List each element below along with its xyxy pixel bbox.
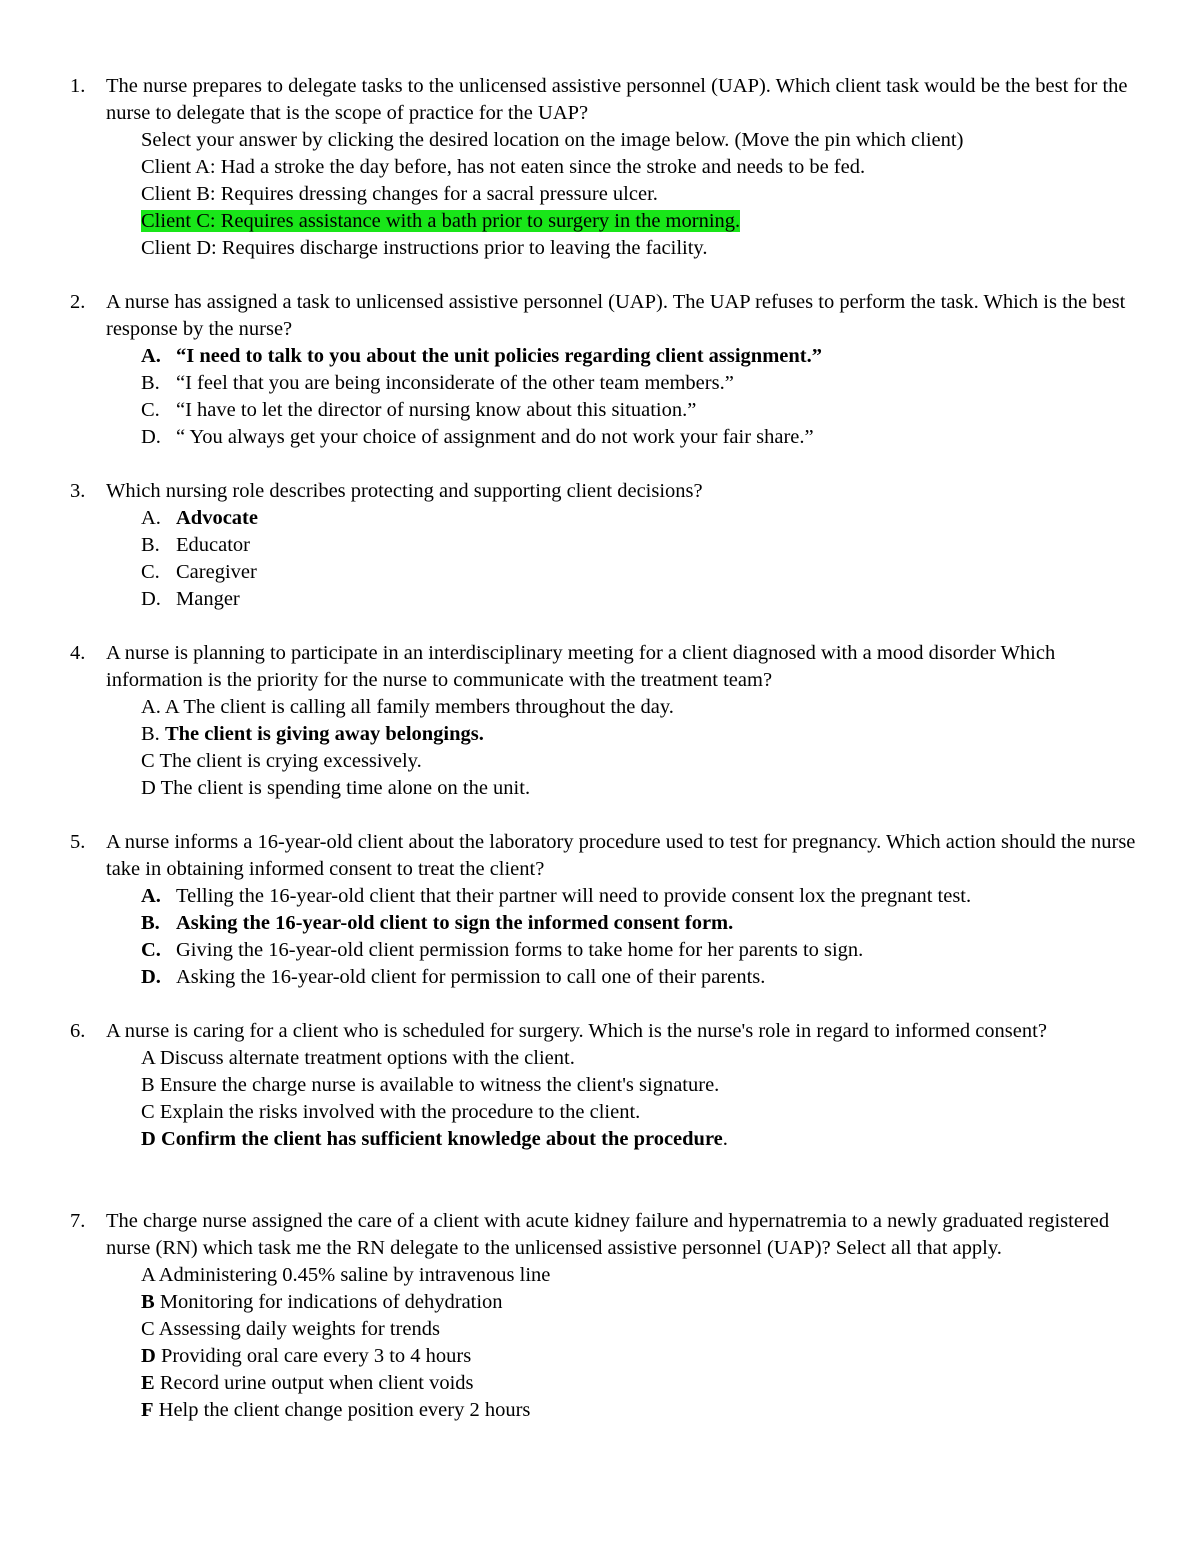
- answer-a: A. Advocate: [141, 507, 258, 529]
- answer-client-b: Client B: Requires dressing changes for a sacral pressure ulcer.: [141, 183, 658, 205]
- highlighted-answer: Client C: Requires assistance with a bath prior to surgery in the morning.: [141, 210, 741, 232]
- answer-a: A Administering 0.45% saline by intravenous line: [141, 1264, 551, 1286]
- question-4: [0, 640, 1200, 802]
- answer-b: B. Asking the 16-year-old client to sign the informed consent form.: [141, 912, 734, 934]
- answer-d: D Providing oral care every 3 to 4 hours: [141, 1345, 472, 1367]
- question-number: 1.: [70, 75, 86, 97]
- question-number: 3.: [70, 480, 86, 502]
- question-stem: A nurse has assigned a task to unlicensed assistive personnel (UAP). The UAP refuses to perform the task. Which is the best response by the nurse?: [106, 291, 1126, 340]
- answer-d: D. “ You always get your choice of assignment and do not work your fair share.”: [141, 426, 814, 448]
- answer-a: A. A The client is calling all family members throughout the day.: [141, 696, 674, 718]
- question-number: 7.: [70, 1210, 86, 1232]
- answer-b: B. “I feel that you are being inconsiderate of the other team members.”: [141, 372, 734, 394]
- answer-a: A Discuss alternate treatment options with the client.: [141, 1047, 575, 1069]
- answer-d: D The client is spending time alone on the unit.: [141, 777, 531, 799]
- question-1: [0, 73, 1200, 262]
- answer-client-d: Client D: Requires discharge instructions prior to leaving the facility.: [141, 237, 708, 259]
- answer-a: A. “I need to talk to you about the unit policies regarding client assignment.”: [141, 345, 822, 367]
- answer-client-a: Client A: Had a stroke the day before, has not eaten since the stroke and needs to be fed.: [141, 156, 866, 178]
- answer-c: C. Giving the 16-year-old client permission forms to take home for her parents to sign.: [141, 939, 864, 961]
- answer-c: C The client is crying excessively.: [141, 750, 422, 772]
- answer-b: B. Educator: [141, 534, 250, 556]
- answer-b: B Ensure the charge nurse is available to witness the client's signature.: [141, 1074, 720, 1096]
- answer-c: C Explain the risks involved with the procedure to the client.: [141, 1101, 641, 1123]
- question-number: 6.: [70, 1020, 86, 1042]
- question-stem: Which nursing role describes protecting and supporting client decisions?: [106, 480, 703, 502]
- answer-e: E Record urine output when client voids: [141, 1372, 474, 1394]
- answer-c: C. Caregiver: [141, 561, 257, 583]
- question-stem: The nurse prepares to delegate tasks to the unlicensed assistive personnel (UAP). Which client task would be the best for the nurse to delegate that is the scope of practice for the UAP?: [106, 75, 1128, 124]
- answer-client-c: [141, 208, 1200, 235]
- question-number: 4.: [70, 642, 86, 664]
- question-stem: A nurse is caring for a client who is scheduled for surgery. Which is the nurse's role in regard to informed consent?: [106, 1020, 1047, 1042]
- answer-instruction: Select your answer by clicking the desired location on the image below. (Move the pin which client): [141, 129, 964, 151]
- answer-d: D Confirm the client has sufficient knowledge about the procedure.: [141, 1128, 728, 1150]
- question-3: [0, 478, 1200, 613]
- answer-d: D. Asking the 16-year-old client for permission to call one of their parents.: [141, 966, 766, 988]
- answer-b: B. The client is giving away belongings.: [141, 723, 484, 745]
- answer-b: B Monitoring for indications of dehydration: [141, 1291, 503, 1313]
- question-5: [0, 829, 1200, 991]
- answer-c: C. “I have to let the director of nursing know about this situation.”: [141, 399, 697, 421]
- question-2: [0, 289, 1200, 451]
- question-7: [0, 1208, 1200, 1424]
- answer-c: C Assessing daily weights for trends: [141, 1318, 440, 1340]
- answer-f: F Help the client change position every 2 hours: [141, 1399, 531, 1421]
- question-stem: The charge nurse assigned the care of a client with acute kidney failure and hypernatremia to a newly graduated registered nurse (RN) which task me the RN delegate to the unlicensed assistive personnel (UAP)? Select all that apply.: [106, 1210, 1110, 1259]
- question-stem: A nurse informs a 16-year-old client about the laboratory procedure used to test for pregnancy. Which action should the nurse take in obtaining informed consent to treat the client?: [106, 831, 1136, 880]
- question-number: 5.: [70, 831, 86, 853]
- question-stem: A nurse is planning to participate in an interdisciplinary meeting for a client diagnosed with a mood disorder Which information is the priority for the nurse to communicate with the treatment team?: [106, 642, 1056, 691]
- question-number: 2.: [70, 291, 86, 313]
- answer-a: A. Telling the 16-year-old client that their partner will need to provide consent lox the pregnant test.: [141, 885, 972, 907]
- question-6: [0, 1018, 1200, 1153]
- answer-d: D. Manger: [141, 588, 240, 610]
